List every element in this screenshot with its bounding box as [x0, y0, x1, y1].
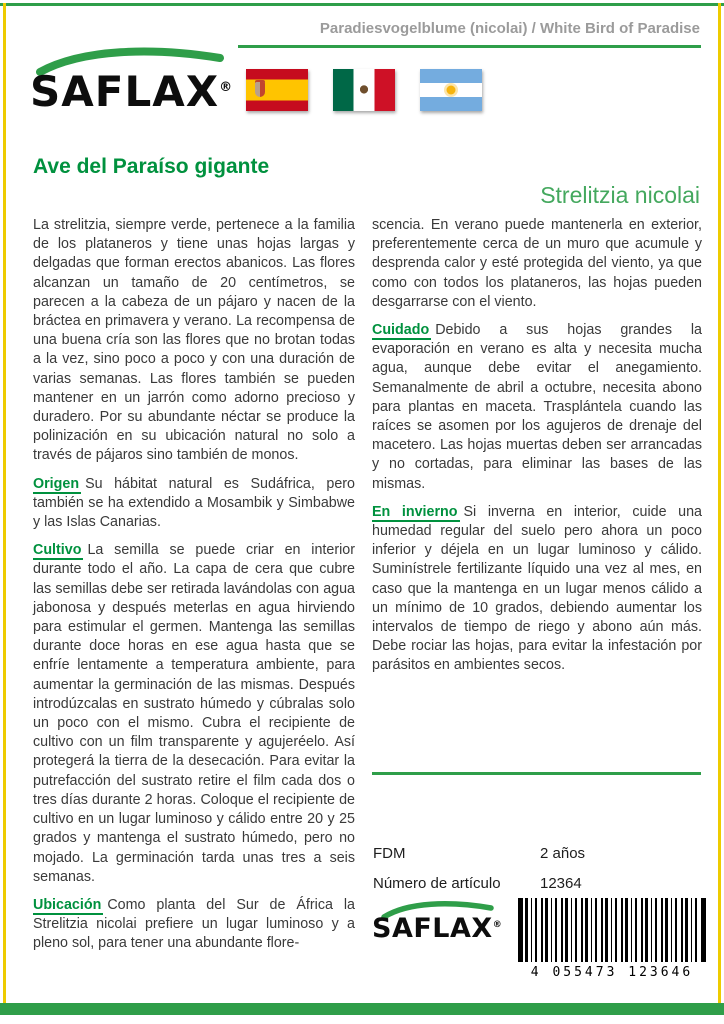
barcode-bars: [518, 898, 706, 962]
details-divider-line: [372, 772, 701, 775]
intro-paragraph: [33, 216, 355, 466]
section-heading-cultivo: Cultivo: [33, 542, 82, 559]
invierno-paragraph-text: Si inverna en interior, cuide una humedad regular del suelo pero ahora un poco inferior y déjela en un lugar luminoso y cálido. Suminístrele fertilizante líquido una vez al mes, en caso que la mantenga en un lugar menos cálido a un mínimo de 10 grados, debiendo aumentar los intervalos de tiempo de riego y abono aún más. Debe rociar las hojas, para evitar la infestación por parásitos en ambientes secos.: [372, 503, 702, 674]
latin-name: Strelitzia nicolai: [540, 182, 700, 208]
bottom-green-bar: [0, 1003, 724, 1015]
section-heading-cuidado: Cuidado: [372, 322, 430, 339]
spain-crest-icon: [255, 82, 265, 97]
cuidado-paragraph-text: Debido a sus hojas grandes la evaporación en verano es alta y necesita mucha agua, aunque debe evitar el anegamiento. Semanalmente de abril a octubre, necesita abono para plantas en maceta. Trasplántela cuando las raíces se asomen por los agujeros de drenaje del macetero. Las hojas muertas deben ser arrancadas y no cortadas, para eliminar las bases de las mismas.: [372, 322, 702, 492]
brand-wordmark-small: [372, 915, 502, 943]
detail-value-fdm: 2 años: [540, 845, 586, 862]
ubicacion-continued-paragraph: [372, 216, 702, 312]
mexico-flag-icon: [333, 69, 395, 111]
cultivo-paragraph-text: La semilla se puede criar en interior durante todo el año. La capa de cera que cubre las semillas debe ser retirada lavándolas con agua jabonosa y después meterlas en agua hirviendo para estimular el germen. Mantenga las semillas durante doce horas en ese agua hasta que se enfríe lentamente a temperatura ambiente, para aumentar la germinación de las mismas. Después introdúzcalas en sustrato húmedo y cúbralas solo un poco con el mismo. Cubra el recipiente de cultivo con un film transparente y agujeréelo. Así protegerá la tierra de la desecación. Para evitar la putrefacción del sustrato retire el film cada dos o tres días durante 2 horas. Coloque el recipiente de cultivo en un lugar luminoso y cálido entre 20 y 25 grados y mantenga el sustrato húmedo, pero no mojado. La germinación tarda unas tres a seis semanas.: [33, 542, 355, 885]
header-divider-line: [238, 45, 701, 48]
detail-label-fdm: FDM: [373, 845, 406, 862]
detail-value-article-number: 12364: [540, 875, 582, 892]
cultivo-paragraph: [33, 541, 355, 887]
argentina-flag-icon: [420, 69, 482, 111]
registered-mark: ®: [219, 80, 234, 95]
ubicacion-paragraph-text: Como planta del Sur de África la Strelitzia nicolai prefiere un lugar luminoso y a pleno sol, para tener una abundante flore-: [33, 896, 355, 952]
left-text-column: [33, 216, 355, 963]
invierno-paragraph: [372, 503, 702, 676]
mexico-eagle-icon: [358, 84, 371, 96]
registered-mark-small: ®: [492, 920, 503, 930]
barcode-number: 4 055473 123646: [530, 965, 694, 980]
origen-paragraph: [33, 475, 355, 533]
brand-wordmark: [30, 67, 245, 116]
spain-flag-icon: [246, 69, 308, 111]
saflax-logo: [30, 46, 245, 114]
section-heading-invierno: En invierno: [372, 503, 458, 520]
cuidado-paragraph: [372, 321, 702, 494]
origen-paragraph-text: Su hábitat natural es Sudáfrica, pero también se ha extendido a Mosambik y Simbabwe y las Islas Canarias.: [33, 475, 355, 531]
brand-name: SAFLAX: [30, 67, 220, 116]
header-subtitle: Paradiesvogelblume (nicolai) / White Bird of Paradise: [319, 20, 700, 37]
left-border-line: [3, 3, 6, 1015]
details-table: [373, 845, 693, 905]
page-title: Ave del Paraíso gigante: [33, 155, 270, 178]
detail-row-article-number: [373, 875, 693, 892]
top-border-line: [0, 3, 724, 6]
argentina-sun-icon: [447, 86, 456, 95]
flags-row: [246, 69, 482, 111]
ubicacion-paragraph: [33, 896, 355, 954]
right-border-line: [718, 3, 721, 1015]
section-heading-ubicacion: Ubicación: [33, 896, 102, 913]
detail-label-article-number: Número de artículo: [373, 875, 501, 892]
section-heading-origen: Origen: [33, 475, 80, 492]
brand-name-small: SAFLAX: [372, 913, 493, 944]
saflax-logo-small: [372, 900, 502, 943]
right-text-column: [372, 216, 702, 685]
ubicacion-continued-text: scencia. En verano puede mantenerla en exterior, preferentemente cerca de un muro que acumule y desprenda calor y esté protegida del viento, ya que como con todos los plataneros, las hojas pueden desgarrarse con el viento.: [372, 217, 702, 310]
detail-row-fdm: [373, 845, 693, 862]
barcode: [518, 898, 706, 980]
intro-paragraph-text: La strelitzia, siempre verde, pertenece a la familia de los plataneros y tiene unas hojas largas y delgadas que forman erectos abanicos. Las flores alcanzan un tamaño de 20 centímetros, se parecen a la cabeza de un pájaro y nacen de la bráctea en primavera y verano. La recompensa de una buena cría son las flores que no brotan todas a la vez, sino poco a poco y con una duración de varias semanas. Las flores también se pueden mantener en un jarrón como adorno precioso y duradero. Por su abundante néctar se produce la polinización en su ubicación natural no solo a través de pájaros sino también de monos.: [33, 217, 355, 464]
